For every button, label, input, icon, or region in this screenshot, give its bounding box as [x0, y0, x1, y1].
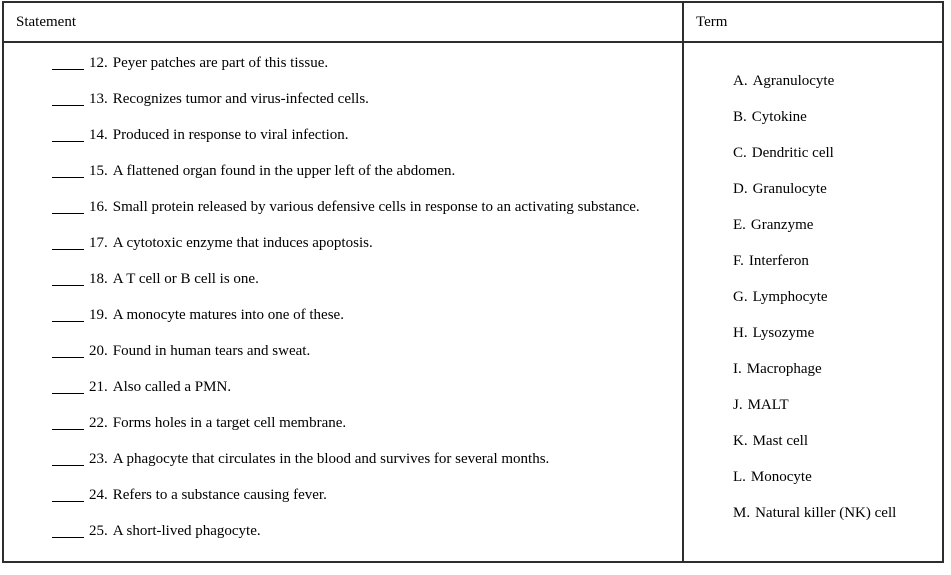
term-letter: K. — [733, 432, 748, 449]
statement-row — [4, 81, 682, 117]
term-row — [684, 243, 942, 279]
statement-text: A cytotoxic enzyme that induces apoptosis. — [112, 234, 373, 251]
term-letter: G. — [733, 288, 748, 305]
statement-number: 18. — [89, 270, 108, 287]
answer-blank — [52, 524, 84, 538]
answer-blank — [52, 272, 84, 286]
term-letter: B. — [733, 108, 747, 125]
statement-number: 25. — [89, 522, 108, 539]
answer-blank — [52, 488, 84, 502]
answer-blank — [52, 56, 84, 70]
statement-column-header — [4, 3, 684, 43]
statement-row — [4, 513, 682, 549]
statement-row — [4, 225, 682, 261]
answer-blank — [52, 452, 84, 466]
statement-text: Forms holes in a target cell membrane. — [112, 414, 347, 431]
term-letter: J. — [733, 396, 743, 413]
answer-blank — [52, 164, 84, 178]
term-row — [684, 423, 942, 459]
answer-blank — [52, 308, 84, 322]
statement-row — [4, 261, 682, 297]
statement-text: A monocyte matures into one of these. — [112, 306, 344, 323]
statement-row — [4, 369, 682, 405]
term-column-header — [684, 3, 942, 43]
term-list — [684, 43, 942, 561]
term-row — [684, 495, 942, 531]
term-row — [684, 351, 942, 387]
statement-number: 15. — [89, 162, 108, 179]
statement-text: Produced in response to viral infection. — [112, 126, 349, 143]
statement-number: 24. — [89, 486, 108, 503]
statement-row — [4, 477, 682, 513]
term-letter: F. — [733, 252, 744, 269]
statement-number: 17. — [89, 234, 108, 251]
answer-blank — [52, 380, 84, 394]
statement-number: 20. — [89, 342, 108, 359]
statement-number: 21. — [89, 378, 108, 395]
term-text: Dendritic cell — [751, 144, 834, 161]
matching-quiz-table — [2, 1, 944, 563]
statement-text: Refers to a substance causing fever. — [112, 486, 327, 503]
term-letter: A. — [733, 72, 748, 89]
term-letter: C. — [733, 144, 747, 161]
statement-row — [4, 153, 682, 189]
statement-text: Small protein released by various defensive cells in response to an activating substance. — [112, 198, 640, 215]
term-row — [684, 135, 942, 171]
term-text: Monocyte — [750, 468, 812, 485]
term-row — [684, 459, 942, 495]
statement-row — [4, 441, 682, 477]
statement-row — [4, 297, 682, 333]
answer-blank — [52, 344, 84, 358]
statement-text: Recognizes tumor and virus-infected cells. — [112, 90, 369, 107]
statement-text: Peyer patches are part of this tissue. — [112, 54, 329, 71]
answer-blank — [52, 128, 84, 142]
answer-blank — [52, 236, 84, 250]
term-letter: H. — [733, 324, 748, 341]
term-row — [684, 279, 942, 315]
statement-text: A T cell or B cell is one. — [112, 270, 259, 287]
statement-row — [4, 189, 682, 225]
term-text: Lysozyme — [752, 324, 815, 341]
statement-number: 14. — [89, 126, 108, 143]
term-letter: M. — [733, 504, 751, 521]
term-row — [684, 315, 942, 351]
answer-blank — [52, 416, 84, 430]
term-row — [684, 207, 942, 243]
term-text: Mast cell — [752, 432, 808, 449]
term-text: Agranulocyte — [752, 72, 835, 89]
statement-text: A phagocyte that circulates in the blood and survives for several months. — [112, 450, 550, 467]
statement-number: 23. — [89, 450, 108, 467]
statement-list — [4, 43, 684, 561]
term-row — [684, 99, 942, 135]
statement-header-label: Statement — [16, 13, 76, 30]
term-text: Granzyme — [750, 216, 814, 233]
term-row — [684, 171, 942, 207]
term-text: Granulocyte — [752, 180, 827, 197]
statement-row — [4, 117, 682, 153]
term-letter: E. — [733, 216, 746, 233]
statement-number: 22. — [89, 414, 108, 431]
term-letter: D. — [733, 180, 748, 197]
statement-number: 13. — [89, 90, 108, 107]
statement-text: Also called a PMN. — [112, 378, 232, 395]
answer-blank — [52, 92, 84, 106]
statement-row — [4, 45, 682, 81]
term-letter: I. — [733, 360, 742, 377]
term-text: Lymphocyte — [752, 288, 828, 305]
term-text: Interferon — [748, 252, 809, 269]
statement-text: Found in human tears and sweat. — [112, 342, 311, 359]
term-text: Macrophage — [746, 360, 822, 377]
term-row — [684, 387, 942, 423]
statement-row — [4, 333, 682, 369]
answer-blank — [52, 200, 84, 214]
statement-row — [4, 405, 682, 441]
statement-number: 16. — [89, 198, 108, 215]
term-row — [684, 63, 942, 99]
statement-number: 12. — [89, 54, 108, 71]
statement-text: A short-lived phagocyte. — [112, 522, 261, 539]
term-header-label: Term — [696, 13, 728, 30]
statement-text: A flattened organ found in the upper left of the abdomen. — [112, 162, 456, 179]
term-text: MALT — [747, 396, 789, 413]
term-letter: L. — [733, 468, 746, 485]
statement-number: 19. — [89, 306, 108, 323]
term-text: Natural killer (NK) cell — [755, 504, 897, 521]
term-text: Cytokine — [751, 108, 807, 125]
